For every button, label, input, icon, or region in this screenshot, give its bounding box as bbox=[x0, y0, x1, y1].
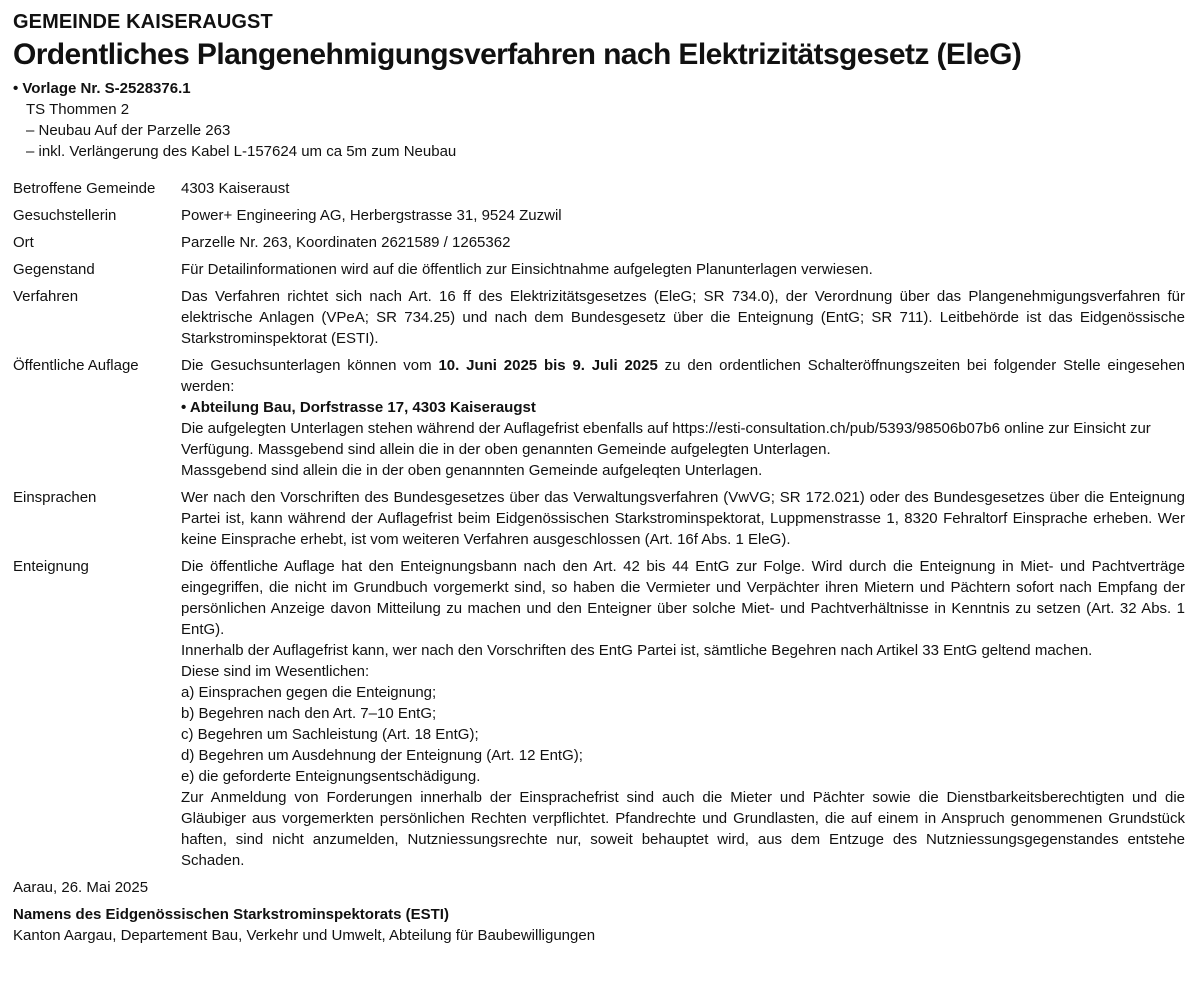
list-item: d) Begehren um Ausdehnung der Enteignung (Art. 12 EntG); bbox=[181, 747, 583, 764]
list-item: a) Einsprachen gegen die Enteignung; bbox=[181, 684, 437, 701]
auflage-text: Die Gesuchsunterlagen können vom bbox=[181, 357, 439, 374]
enteignung-paragraph: Die öffentliche Auflage hat den Enteignungsbann nach den Art. 42 bis 44 EntG zur Folge. Wird durch die Enteignung in Miet- und Pachtverträge eingegriffen, die nicht im Grundbuch vorgemerkt sind, so haben die Vermieter und Verpächter ihren Mietern und Pächtern sofort nach Empfang der persönlichen Anzeige davon Mitteilung zu machen und den Enteigner über solche Miet- und Pachtverhältnisse in Kenntnis zu setzen (Art. 32 Abs. 1 EntG). bbox=[181, 558, 1185, 638]
enteignung-paragraph: Innerhalb der Auflagefrist kann, wer nach den Vorschriften des EntG Partei ist, sämtliche Begehren nach Artikel 33 EntG geltend machen. bbox=[181, 642, 1093, 659]
field-value bbox=[181, 349, 1185, 481]
field-value: Power+ Engineering AG, Herbergstrasse 31, 9524 Zuzwil bbox=[181, 207, 562, 224]
enteignung-paragraph: Zur Anmeldung von Forderungen innerhalb der Einsprachefrist sind auch die Mieter und Pächter sowie die Dienstbarkeitsberechtigten und die Gläubiger aus vorgemerkten persönlichen Rechten verpflichtet. Pfandrechte und Grundlasten, die auf einem in Anspruch genommenen Grundstück haften, sind nicht anzumelden, Nutzniessungsrechte nur, soweit behauptet wird, aus dem Entzuge des Nutzniessungsgegenstandes entstehe Schaden. bbox=[181, 789, 1185, 869]
row-ort bbox=[13, 226, 1185, 253]
field-label: Betroffene Gemeinde bbox=[13, 180, 156, 197]
row-verfahren bbox=[13, 280, 1185, 349]
field-value: Parzelle Nr. 263, Koordinaten 2621589 / 1265362 bbox=[181, 234, 511, 251]
list-item: b) Begehren nach den Art. 7–10 EntG; bbox=[181, 705, 437, 722]
details-table bbox=[13, 178, 1185, 871]
field-label: Öffentliche Auflage bbox=[13, 357, 139, 374]
vorlage-line: TS Thommen 2 bbox=[26, 101, 130, 118]
field-label: Gegenstand bbox=[13, 261, 95, 278]
signatory: Namens des Eidgenössischen Starkstrominspektorats (ESTI) bbox=[13, 906, 449, 923]
vorlage-block bbox=[13, 78, 1185, 162]
list-item: e) die geforderte Enteignungsentschädigung. bbox=[181, 768, 481, 785]
field-value: Das Verfahren richtet sich nach Art. 16 ff des Elektrizitätsgesetzes (EleG; SR 734.0), der Verordnung über das Plangenehmigungsverfahren für elektrische Anlagen (VPeA; SR 734.25) und nach dem Bundesgesetz über die Enteignung (EntG; SR 711). Leitbehörde ist das Eidgenössische Starkstrominspektorat (ESTI). bbox=[181, 288, 1185, 347]
row-einsprachen bbox=[13, 481, 1185, 550]
field-value bbox=[181, 550, 1185, 871]
field-label: Ort bbox=[13, 234, 34, 251]
municipality-heading: GEMEINDE KAISERAUGST bbox=[13, 11, 273, 33]
auflage-online-note: Die aufgelegten Unterlagen stehen während der Auflagefrist ebenfalls auf https://esti-consultation.ch/pub/5393/98506b07b6 online zur Einsicht zur Verfügung. Massgebend sind allein die in der oben genannten Gemeinde aufgelegten Unterlagen. bbox=[181, 420, 1151, 458]
auflage-massgebend: Massgebend sind allein die in der oben genannnten Gemeinde aufgeleqten Unterlagen. bbox=[181, 462, 763, 479]
authority: Kanton Aargau, Departement Bau, Verkehr und Umwelt, Abteilung für Baubewilligungen bbox=[13, 927, 596, 944]
list-item: c) Begehren um Sachleistung (Art. 18 EntG); bbox=[181, 726, 479, 743]
vorlage-number: • Vorlage Nr. S-2528376.1 bbox=[13, 80, 191, 97]
auflage-text: zu den ordentlichen Schalteröffnungszeiten bei folgender Stelle eingesehen werden: bbox=[181, 357, 1185, 395]
row-gesuchstellerin bbox=[13, 199, 1185, 226]
field-label: Enteignung bbox=[13, 558, 89, 575]
signature-block bbox=[13, 904, 1185, 946]
auflage-paragraph bbox=[181, 355, 1185, 397]
auflage-stelle: • Abteilung Bau, Dorfstrasse 17, 4303 Kaiseraugst bbox=[181, 399, 536, 416]
vorlage-line: – inkl. Verlängerung des Kabel L-157624 um ca 5m zum Neubau bbox=[26, 143, 457, 160]
field-value: Für Detailinformationen wird auf die öffentlich zur Einsichtnahme aufgelegten Planunterlagen verwiesen. bbox=[181, 261, 873, 278]
issue-date: Aarau, 26. Mai 2025 bbox=[13, 879, 149, 896]
field-value: Wer nach den Vorschriften des Bundesgesetzes über das Verwaltungsverfahren (VwVG; SR 172.021) oder des Bundesgesetzes über die Enteignung Partei ist, kann während der Auflagefrist beim Eidgenössischen Starkstrominspektorat, Luppmenstrasse 1, 8320 Fehraltorf Einsprache erheben. Wer keine Einsprache erhebt, ist vom weiteren Verfahren ausgeschlossen (Art. 16f Abs. 1 EleG). bbox=[181, 489, 1185, 548]
vorlage-line: – Neubau Auf der Parzelle 263 bbox=[26, 122, 231, 139]
row-oeffentliche-auflage bbox=[13, 349, 1185, 481]
field-label: Verfahren bbox=[13, 288, 79, 305]
row-enteignung bbox=[13, 550, 1185, 871]
row-betroffene-gemeinde bbox=[13, 178, 1185, 199]
field-value: 4303 Kaiseraust bbox=[181, 180, 290, 197]
row-gegenstand bbox=[13, 253, 1185, 280]
field-label: Gesuchstellerin bbox=[13, 207, 117, 224]
field-label: Einsprachen bbox=[13, 489, 97, 506]
enteignung-paragraph: Diese sind im Wesentlichen: bbox=[181, 663, 370, 680]
page-title: Ordentliches Plangenehmigungsverfahren nach Elektrizitätsgesetz (EleG) bbox=[13, 38, 1022, 71]
auflage-dates: 10. Juni 2025 bis 9. Juli 2025 bbox=[438, 357, 658, 374]
